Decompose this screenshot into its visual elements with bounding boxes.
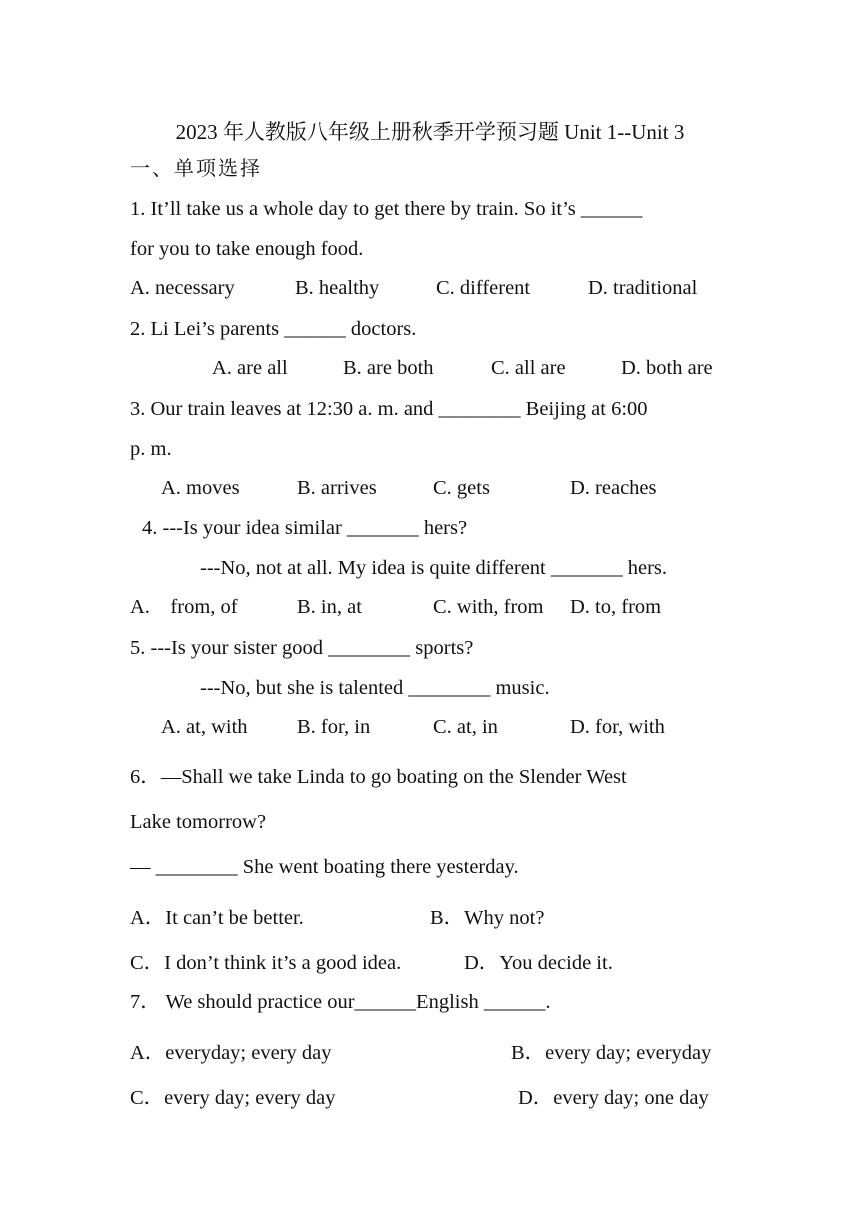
question-2-option-b: B. are both	[343, 357, 434, 379]
question-2-stem: 2. Li Lei’s parents ______ doctors.	[130, 318, 417, 340]
question-3-option-c: C. gets	[433, 477, 490, 499]
question-2-option-d: D. both are	[621, 357, 713, 379]
question-1-stem-line-1: 1. It’ll take us a whole day to get there by train. So it’s ______	[130, 198, 643, 220]
question-1-option-a: A. necessary	[130, 277, 235, 299]
question-4-stem-line-1: 4. ---Is your idea similar _______ hers?	[142, 517, 468, 539]
question-3-stem-line-2: p. m.	[130, 438, 172, 460]
question-1-option-c: C. different	[436, 277, 531, 299]
question-5-stem-line-1: 5. ---Is your sister good ________ sports?	[130, 637, 474, 659]
question-5-stem-line-2: ---No, but she is talented ________ music.	[200, 677, 550, 699]
question-6-option-a: A．It can’t be better.	[130, 907, 304, 929]
question-1-stem-line-2: for you to take enough food.	[130, 238, 364, 260]
question-7-option-b: B．every day; everyday	[511, 1042, 712, 1064]
question-5-option-a: A. at, with	[161, 716, 248, 738]
question-1-option-b: B. healthy	[295, 277, 380, 299]
question-2-option-c: C. all are	[491, 357, 566, 379]
question-6-stem-line-3: — ________ She went boating there yesterday.	[130, 856, 519, 878]
question-3-option-b: B. arrives	[297, 477, 377, 499]
question-4-option-b: B. in, at	[297, 596, 362, 618]
question-7-stem: 7． We should practice our______English ______.	[130, 991, 551, 1013]
question-3-option-d: D. reaches	[570, 477, 657, 499]
question-3-stem-line-1: 3. Our train leaves at 12:30 a. m. and ________ Beijing at 6:00	[130, 398, 648, 420]
page-title: 2023 年人教版八年级上册秋季开学预习题 Unit 1--Unit 3	[175, 120, 685, 144]
question-1-option-d: D. traditional	[588, 277, 698, 299]
question-5-option-d: D. for, with	[570, 716, 665, 738]
question-5-option-c: C. at, in	[433, 716, 498, 738]
question-7-option-a: A．everyday; every day	[130, 1042, 332, 1064]
question-6-option-c: C．I don’t think it’s a good idea.	[130, 952, 402, 974]
question-3-option-a: A. moves	[161, 477, 240, 499]
question-6-stem-line-1: 6．—Shall we take Linda to go boating on the Slender West	[130, 766, 627, 788]
question-2-option-a: A. are all	[212, 357, 288, 379]
question-7-option-c: C．every day; every day	[130, 1087, 336, 1109]
question-6-option-b: B．Why not?	[430, 907, 545, 929]
question-5-option-b: B. for, in	[297, 716, 371, 738]
question-4-option-d: D. to, from	[570, 596, 662, 618]
question-6-stem-line-2: Lake tomorrow?	[130, 811, 267, 833]
question-4-option-a: A. from, of	[130, 596, 238, 618]
question-6-option-d: D．You decide it.	[464, 952, 613, 974]
question-4-option-c: C. with, from	[433, 596, 544, 618]
question-4-stem-line-2: ---No, not at all. My idea is quite different _______ hers.	[200, 557, 668, 579]
section-heading: 一、单项选择	[130, 156, 262, 180]
question-7-option-d: D．every day; one day	[518, 1087, 709, 1109]
